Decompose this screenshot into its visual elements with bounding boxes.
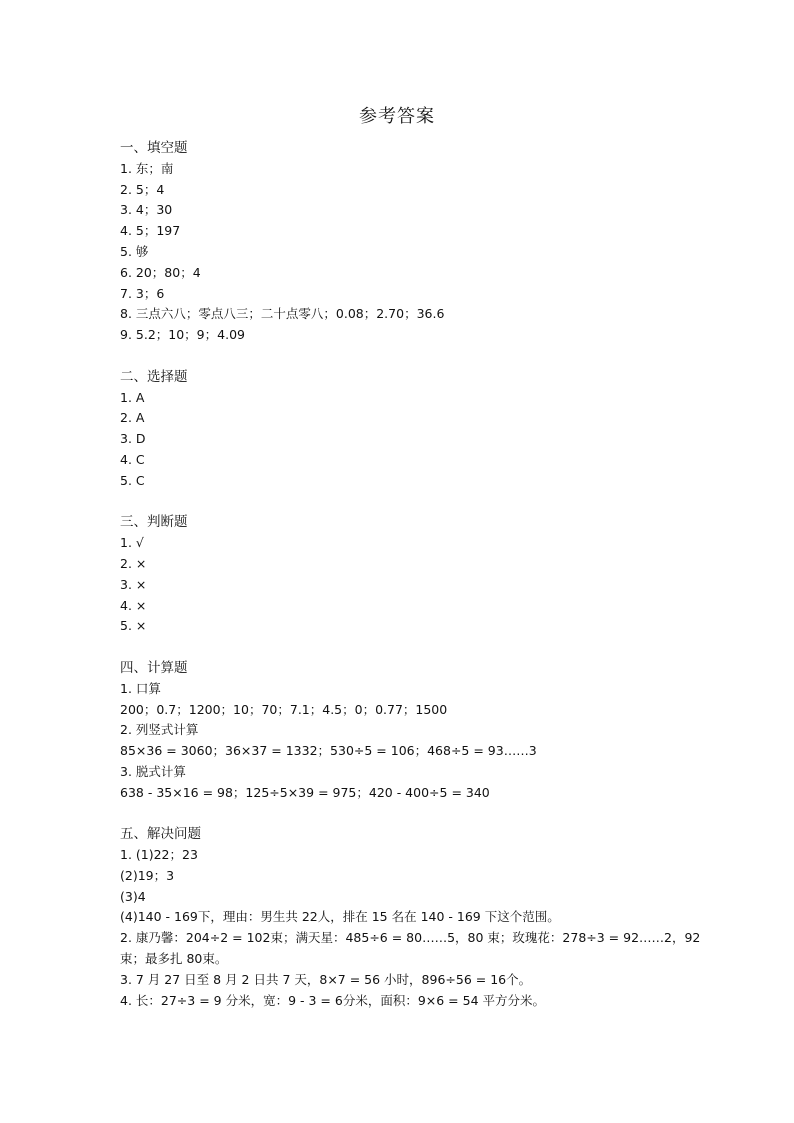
section-spacer	[120, 637, 700, 658]
answer-line: 9. 5.2；10；9；4.09	[120, 327, 245, 343]
answer-line: 3. ×	[120, 576, 147, 592]
answer-line: 3. 脱式计算	[120, 763, 186, 779]
answer-line: (3)4	[120, 888, 146, 904]
section-spacer	[120, 346, 700, 367]
page-title: 参考答案	[359, 106, 435, 127]
answer-line: 8. 三点六八；零点八三；二十点零八；0.08；2.70；36.6	[120, 306, 445, 322]
answer-line: 4. 5；197	[120, 223, 181, 239]
section-multiple-choice	[120, 367, 700, 492]
answer-line: 1. 东；南	[120, 160, 174, 176]
answer-line: 4. 长：27÷3 = 9 分米，宽：9 - 3 = 6分米，面积：9×6 = 54 平方分米。	[120, 992, 545, 1008]
answer-line: 5. C	[120, 472, 145, 488]
section-fill-in-blanks	[120, 138, 700, 346]
answer-line: 3. 4；30	[120, 202, 173, 218]
answer-line: 1. A	[120, 389, 145, 405]
section-heading: 五、解决问题	[120, 826, 201, 843]
section-heading: 二、选择题	[120, 368, 188, 385]
answer-line: (2)19；3	[120, 867, 175, 883]
answer-line: 2. A	[120, 410, 145, 426]
answer-line: 2. 康乃馨：204÷2 = 102束；满天星：485÷6 = 80……5，80 束；玫瑰花：278÷3 = 92……2，92	[120, 930, 701, 946]
answer-line: 4. C	[120, 451, 145, 467]
answer-line: 7. 3；6	[120, 285, 165, 301]
section-spacer	[120, 492, 700, 513]
answer-line: (4)140 - 169下，理由：男生共 22人，排在 15 名在 140 - 169 下这个范围。	[120, 909, 560, 925]
answer-line: 1. (1)22；23	[120, 847, 198, 863]
answer-line: 200；0.7；1200；10；70；7.1；4.5；0；0.77；1500	[120, 701, 448, 717]
answer-line: 2. 列竖式计算	[120, 722, 199, 738]
section-true-false	[120, 512, 700, 637]
answer-line: 85×36 = 3060；36×37 = 1332；530÷5 = 106；468÷5 = 93……3	[120, 743, 537, 759]
answer-line: 3. D	[120, 431, 146, 447]
answer-line: 1. √	[120, 535, 144, 551]
section-calculation	[120, 658, 700, 804]
answer-line: 4. ×	[120, 597, 147, 613]
section-heading: 一、填空题	[120, 140, 188, 156]
answer-line: 5. 够	[120, 243, 149, 259]
answer-line: 638 - 35×16 = 98；125÷5×39 = 975；420 - 400÷5 = 340	[120, 784, 490, 800]
answer-line: 5. ×	[120, 618, 147, 634]
answer-content	[120, 138, 700, 1011]
answer-line: 6. 20；80；4	[120, 264, 201, 280]
answer-line: 3. 7 月 27 日至 8 月 2 日共 7 天，8×7 = 56 小时，896÷56 = 16个。	[120, 971, 532, 987]
answer-line: 束；最多扎 80束。	[120, 951, 228, 967]
answer-line: 1. 口算	[120, 680, 161, 696]
section-heading: 三、判断题	[120, 514, 188, 531]
section-heading: 四、计算题	[120, 659, 188, 676]
section-spacer	[120, 804, 700, 825]
answer-line: 2. 5；4	[120, 181, 165, 197]
section-problem-solving	[120, 824, 700, 1011]
answer-line: 2. ×	[120, 555, 147, 571]
